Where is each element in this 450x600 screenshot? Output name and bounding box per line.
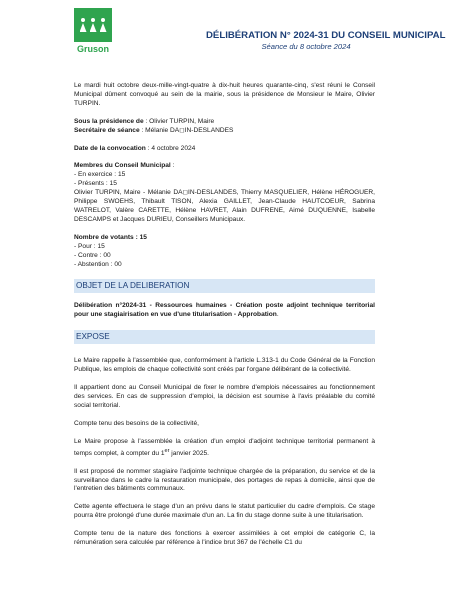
votes-list	[74, 243, 375, 270]
objet-title: Création poste adjoint technique territorial pour une stagiairisation en vue d'une titularisation -	[74, 302, 375, 319]
membres-label: Membres du Conseil Municipal	[74, 162, 171, 170]
expose-paragraph-2: Il appartient donc au Conseil Municipal de fixer le nombre d'emplois nécessaires au fonctionnement des services. En cas de suppression d'emploi, la décision est soumise à l'avis préalable du comité social territorial.	[74, 384, 375, 409]
votants-label: Nombre de votants	[74, 233, 134, 241]
objet-end: .	[276, 311, 279, 319]
objet-paragraph	[74, 302, 375, 320]
objet-approval: Approbation	[237, 311, 277, 319]
section-expose: EXPOSE	[74, 330, 375, 344]
secretaire-value: : Mélanie DA◻IN-DESLANDES	[139, 126, 234, 134]
vote-contre: - Contre : 00	[74, 251, 111, 259]
logo-text: Gruson	[76, 44, 109, 54]
membres-presents: - Présents : 15	[74, 180, 117, 188]
gruson-logo	[74, 8, 112, 54]
expose-paragraph-6: Cette agente effectuera le stage d'un an prévu dans le statut particulier du cadre d'emplois. Ce stage pourra être prolongé d'une durée maximale d'un an. La fin du stage donne suite à une titularisation.	[74, 503, 375, 520]
secretaire-line	[74, 127, 375, 136]
votants-heading	[74, 234, 375, 243]
expose-paragraph-1: Le Maire rappelle à l'assemblée que, conformément à l'article L.313-1 du Code Général de la Fonction Publique, les emplois de chaque collectivité sont créés par l'organe délibérant de la collectivité.	[74, 357, 375, 374]
expose-p4-text: Le Maire propose à l'assemblée la création d'un emploi d'adjoint technique territorial permanent à temps complet, à compter du 1	[74, 437, 375, 457]
expose-paragraph-3: Compte tenu des besoins de la collectivité,	[74, 419, 199, 427]
convocation-value: : 4 octobre 2024	[145, 144, 196, 152]
convocation-label: Date de la convocation	[74, 144, 146, 152]
person-icon	[100, 18, 107, 32]
expose-p4-superscript: er	[164, 447, 170, 454]
membres-counts	[74, 171, 375, 189]
presidence-line	[74, 118, 375, 127]
membres-exercice: - En exercice : 15	[74, 171, 126, 179]
expose-p4-end: janvier 2025.	[169, 449, 210, 457]
section-objet: OBJET DE LA DELIBERATION	[74, 279, 375, 293]
intro-paragraph: Le mardi huit octobre deux-mille-vingt-quatre à dix-huit heures quarante-cinq, s'est réuni le Conseil Municipal dûment convoqué au sein de la mairie, sous la présidence de Monsieur le Maire, Olivier TURPIN.	[74, 82, 375, 107]
votants-value: : 15	[133, 233, 147, 241]
vote-abstention: - Abstention : 00	[74, 260, 122, 268]
expose-paragraph-4	[74, 438, 375, 459]
presidence-value: : Olivier TURPIN, Maire	[143, 117, 215, 125]
document-title: DÉLIBÉRATION N° 2024-31 DU CONSEIL MUNICIPAL	[206, 30, 446, 41]
person-icon	[80, 18, 87, 32]
expose-paragraph-5: Il est proposé de nommer stagiaire l'adjointe technique chargée de la préparation, du service et de la surveillance dans le cadre la restauration municipale, des portages de repas à domicile, ainsi que de l'entretien des bâtiments communaux.	[74, 467, 375, 493]
document-header	[206, 30, 446, 51]
logo-emblem	[74, 8, 112, 42]
presidence-label: Sous la présidence de	[74, 117, 144, 125]
vote-pour: - Pour : 15	[74, 242, 105, 250]
expose-paragraph-7: Compte tenu de la nature des fonctions à exercer assimilées à cet emploi de catégorie C, la rémunération sera calculée par référence à l'indice brut 367 de l'échelle C1 du	[74, 530, 375, 547]
person-icon	[90, 18, 97, 32]
secretaire-label: Secrétaire de séance	[74, 126, 140, 134]
session-date: Séance du 8 octobre 2024	[261, 42, 351, 51]
membres-suffix: :	[170, 162, 175, 170]
convocation-line	[74, 145, 375, 154]
membres-heading	[74, 162, 375, 171]
document-body	[74, 82, 375, 548]
objet-ref: Délibération n°2024-31 - Ressources humaines -	[74, 302, 236, 310]
membres-list: Olivier TURPIN, Maire - Mélanie DA◻IN-DESLANDES, Thierry MASQUELIER, Hélène HÉROGUER, Philippe SWOEHS, Thibault TISON, Alexia GAILLET, Jean-Claude HAUTCOEUR, Sabrina WATRELOT, Valère CARETTE, Hélène HAVRET, Alain DUFRENE, Aimé DUQUENNE, Isabelle DESCAMPS et Jacques DURIEU, Conseillers Municipaux.	[74, 189, 375, 223]
